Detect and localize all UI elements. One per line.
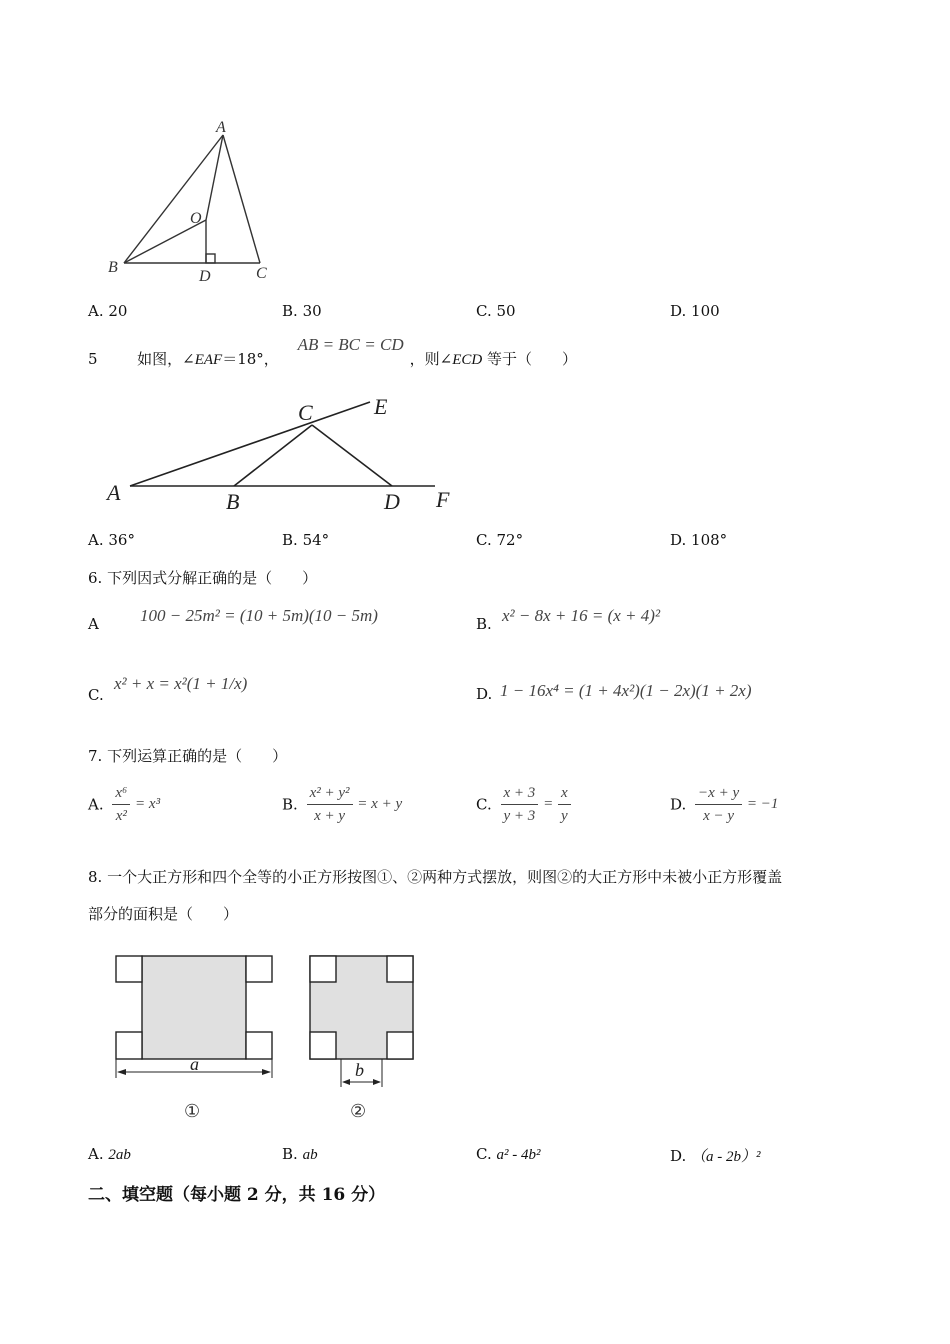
q7-option-c-rhs-fraction — [558, 784, 571, 825]
q7-option-d-num: −x + y — [695, 784, 742, 805]
q4-option-a-text: 20 — [108, 302, 128, 320]
q6-option-b-math: x² − 8x + 16 = (x + 4)² — [502, 606, 661, 625]
q7-option-a[interactable] — [88, 784, 160, 825]
q7-option-c-den: y + 3 — [503, 808, 536, 824]
q4-option-b-text: 30 — [302, 302, 322, 320]
q7-option-c-rnum: x — [558, 784, 571, 805]
q8-option-b[interactable] — [282, 1145, 318, 1164]
q5-option-c-letter: C. — [476, 531, 492, 549]
q6-option-a-letter: A — [88, 615, 99, 633]
q7-option-d-den: x − y — [703, 808, 735, 824]
q8-option-d-letter: D. — [670, 1147, 687, 1165]
q8-figure-1 — [110, 950, 280, 1125]
q8-option-a-letter: A. — [88, 1145, 104, 1163]
q5-stem — [88, 335, 577, 369]
q5-label-a: A — [107, 480, 121, 505]
q5-option-b[interactable] — [282, 531, 329, 549]
q8-option-c-letter: C. — [476, 1145, 492, 1163]
q4-triangle-figure — [100, 110, 290, 290]
q5-option-b-text: 54° — [302, 531, 330, 549]
q5-stem-part4: 等于（ ） — [482, 350, 577, 368]
q7-option-b-den: x + y — [314, 808, 346, 824]
q5-stem-angle2: ECD — [452, 352, 483, 368]
q8-figure-2 — [300, 950, 430, 1125]
q6-option-a[interactable] — [88, 604, 468, 644]
q7-option-c[interactable] — [476, 784, 571, 825]
q7-option-b-letter: B. — [282, 795, 298, 814]
q7-option-a-num: x⁶ — [112, 784, 130, 805]
q8-option-d-text: （a - 2b）² — [691, 1149, 761, 1165]
q4-option-d-letter: D. — [670, 302, 687, 320]
section-2-heading: 二、填空题（每小题 2 分，共 16 分） — [88, 1185, 386, 1205]
q8-option-c-text: a² - 4b² — [496, 1147, 541, 1163]
q4-label-c: C — [256, 265, 267, 282]
q7-option-d-letter: D. — [670, 795, 687, 814]
q6-option-a-math: 100 − 25m² = (10 + 5m)(10 − 5m) — [140, 606, 378, 625]
q7-option-a-fraction — [112, 784, 130, 825]
q7-option-b-num: x² + y² — [307, 784, 353, 805]
q8-fig2-dim-b: b — [355, 1060, 364, 1080]
q5-option-c-text: 72° — [496, 531, 524, 549]
q5-figure — [100, 390, 470, 520]
q7-option-c-rden: y — [560, 808, 568, 824]
q7-option-a-rhs: = x³ — [135, 796, 161, 812]
q5-label-d: D — [384, 489, 400, 514]
q6-stem: 6. 下列因式分解正确的是（ ） — [88, 569, 318, 587]
q5-option-a-text: 36° — [108, 531, 135, 549]
q7-option-b-fraction — [307, 784, 353, 825]
q4-label-a: A — [216, 119, 226, 136]
q5-option-d-letter: D. — [670, 531, 687, 549]
q6-option-c[interactable] — [88, 660, 468, 710]
q7-option-a-letter: A. — [88, 795, 104, 814]
q4-label-b: B — [108, 259, 118, 276]
q5-option-d-text: 108° — [691, 531, 728, 549]
q7-option-a-den: x² — [115, 808, 127, 824]
q7-option-d-rhs: = −1 — [746, 796, 779, 812]
q4-option-c-text: 50 — [496, 302, 516, 320]
q8-option-d[interactable] — [670, 1145, 761, 1166]
q8-option-b-letter: B. — [282, 1145, 298, 1163]
q8-stem-line1: 8. 一个大正方形和四个全等的小正方形按图①、②两种方式摆放，则图②的大正方形中未被小正方形覆盖 — [88, 868, 783, 886]
q8-fig1-caption: ① — [184, 1101, 201, 1122]
q7-option-d[interactable] — [670, 784, 778, 825]
q4-option-a-letter: A. — [88, 302, 104, 320]
q7-option-c-fraction — [501, 784, 539, 825]
q4-label-d: D — [199, 268, 211, 285]
q5-option-b-letter: B. — [282, 531, 298, 549]
q7-stem: 7. 下列运算正确的是（ ） — [88, 747, 288, 765]
q5-stem-angle: EAF — [194, 352, 223, 368]
q6-option-d[interactable] — [476, 672, 876, 712]
q5-stem-part3: ，则∠ — [409, 350, 453, 368]
q5-label-c: C — [298, 400, 313, 425]
q8-stem-line2: 部分的面积是（ ） — [88, 905, 239, 923]
q5-label-b: B — [226, 489, 240, 514]
q8-fig2-caption: ② — [350, 1101, 367, 1122]
q7-option-c-letter: C. — [476, 795, 492, 814]
q5-stem-part1: 如图，∠ — [137, 350, 195, 368]
q6-option-b[interactable] — [476, 604, 856, 644]
q6-option-d-letter: D. — [476, 685, 493, 703]
q4-option-d[interactable] — [670, 302, 720, 320]
q5-option-a[interactable] — [88, 531, 135, 549]
q5-stem-math: AB = BC = CD — [297, 335, 404, 354]
q8-option-c[interactable] — [476, 1145, 541, 1164]
q4-option-b-letter: B. — [282, 302, 298, 320]
q5-number: 5 — [88, 350, 98, 368]
q5-stem-part2: ＝18°， — [222, 350, 279, 368]
q7-option-b[interactable] — [282, 784, 402, 825]
q6-option-b-letter: B. — [476, 615, 492, 633]
q5-label-f: F — [436, 487, 450, 512]
q4-option-c[interactable] — [476, 302, 516, 320]
q4-option-a[interactable] — [88, 302, 127, 320]
q4-label-o: O — [190, 210, 202, 227]
q6-option-c-math: x² + x = x²(1 + 1/x) — [114, 674, 248, 693]
q6-option-c-letter: C. — [88, 686, 104, 704]
q4-option-c-letter: C. — [476, 302, 492, 320]
q8-fig1-dim-a: a — [190, 1054, 199, 1074]
q4-option-d-text: 100 — [691, 302, 720, 320]
q6-option-d-math: 1 − 16x⁴ = (1 + 4x²)(1 − 2x)(1 + 2x) — [500, 681, 752, 700]
q5-option-a-letter: A. — [88, 531, 104, 549]
q5-option-d[interactable] — [670, 531, 727, 549]
q7-option-c-eq: = — [543, 796, 554, 812]
q7-option-d-fraction — [695, 784, 742, 825]
q5-label-e: E — [374, 394, 388, 419]
q8-option-a-text: 2ab — [108, 1147, 131, 1163]
q4-option-b[interactable] — [282, 302, 322, 320]
q5-option-c[interactable] — [476, 531, 523, 549]
q8-option-b-text: ab — [302, 1147, 318, 1163]
q7-option-c-num: x + 3 — [501, 784, 539, 805]
q7-option-b-rhs: = x + y — [357, 796, 403, 812]
q8-option-a[interactable] — [88, 1145, 131, 1164]
